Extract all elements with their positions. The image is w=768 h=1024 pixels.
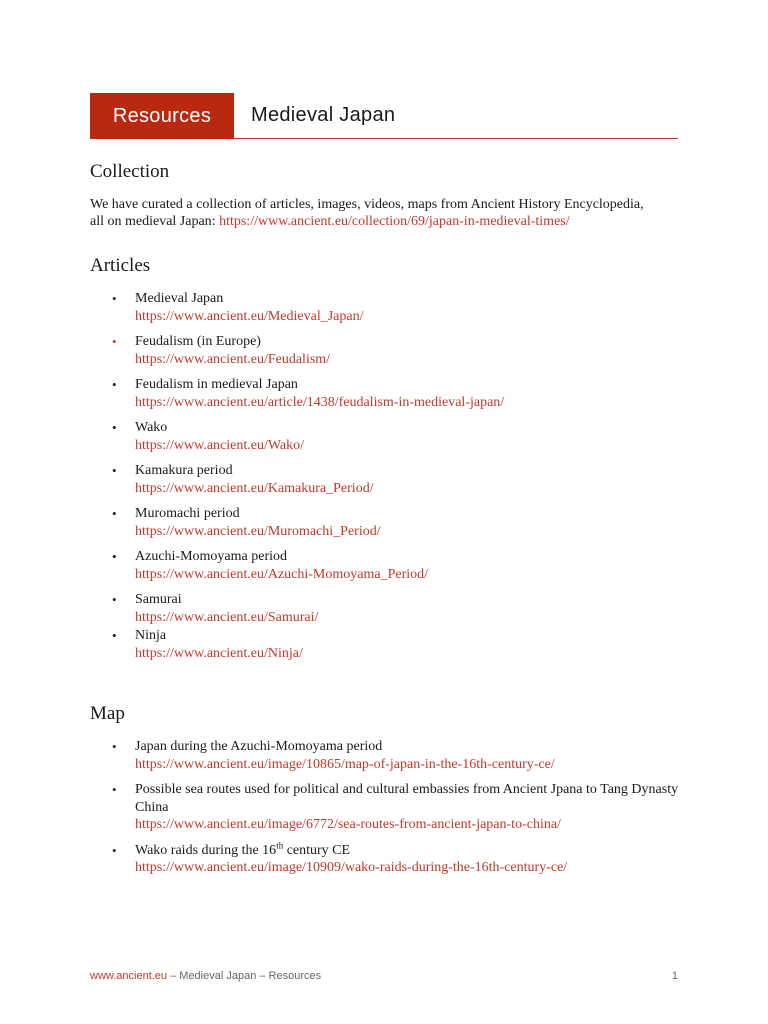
- bullet-icon: •: [112, 549, 117, 564]
- bullet-icon: •: [112, 334, 117, 349]
- bullet-icon: •: [112, 506, 117, 521]
- map-heading: Map: [90, 703, 125, 724]
- articles-list: [90, 290, 680, 662]
- collection-intro-text: We have curated a collection of articles, images, videos, maps from Ancient History Encyclopedia, all on medieval Japan:: [90, 197, 644, 229]
- bullet-icon: •: [112, 463, 117, 478]
- collection-heading: Collection: [90, 161, 170, 182]
- document-body: [90, 160, 680, 885]
- article-link[interactable]: https://www.ancient.eu/Samurai/: [135, 609, 319, 625]
- collection-link[interactable]: https://www.ancient.eu/collection/69/japan-in-medieval-times/: [219, 214, 570, 229]
- article-label: Muromachi period: [135, 506, 240, 521]
- bullet-icon: •: [112, 782, 117, 797]
- resources-tab-label: Resources: [90, 93, 234, 139]
- article-link[interactable]: https://www.ancient.eu/Azuchi-Momoyama_Period/: [135, 566, 429, 582]
- bullet-icon: •: [112, 842, 117, 858]
- list-item: [90, 505, 680, 540]
- map-label-superscript: th: [276, 839, 284, 850]
- article-label: Feudalism in medieval Japan: [135, 377, 298, 392]
- article-link[interactable]: https://www.ancient.eu/Wako/: [135, 437, 305, 453]
- map-label: Japan during the Azuchi-Momoyama period: [135, 739, 383, 754]
- article-label: Ninja: [135, 628, 167, 643]
- map-link[interactable]: https://www.ancient.eu/image/10865/map-of-japan-in-the-16th-century-ce/: [135, 756, 555, 772]
- article-link[interactable]: https://www.ancient.eu/Feudalism/: [135, 351, 331, 367]
- article-label: Feudalism (in Europe): [135, 334, 261, 349]
- map-label-suffix: century CE: [283, 842, 351, 858]
- bullet-icon: •: [112, 628, 117, 643]
- list-item: [90, 462, 680, 497]
- list-item: [90, 839, 680, 877]
- collection-intro: [90, 196, 660, 230]
- bullet-icon: •: [112, 291, 117, 306]
- article-link[interactable]: https://www.ancient.eu/Muromachi_Period/: [135, 523, 381, 539]
- list-item: [90, 419, 680, 454]
- article-label: Medieval Japan: [135, 291, 224, 306]
- list-item: [90, 333, 680, 368]
- page-footer: [90, 970, 678, 982]
- map-label-prefix: Wako raids during the 16: [135, 842, 277, 858]
- article-label: Azuchi-Momoyama period: [135, 549, 288, 564]
- list-item: [90, 290, 680, 325]
- map-link[interactable]: https://www.ancient.eu/image/10909/wako-raids-during-the-16th-century-ce/: [135, 860, 568, 875]
- list-item: [90, 548, 680, 583]
- map-link[interactable]: https://www.ancient.eu/image/6772/sea-routes-from-ancient-japan-to-china/: [135, 817, 561, 832]
- list-item: [90, 591, 680, 626]
- bullet-icon: •: [112, 739, 117, 754]
- article-label: Kamakura period: [135, 463, 233, 478]
- page-number: 1: [671, 970, 678, 982]
- article-link[interactable]: https://www.ancient.eu/Ninja/: [135, 645, 303, 661]
- list-item: [90, 738, 680, 773]
- map-label: [135, 839, 680, 860]
- map-list: [90, 738, 680, 877]
- article-link[interactable]: https://www.ancient.eu/article/1438/feudalism-in-medieval-japan/: [135, 394, 505, 410]
- article-link[interactable]: https://www.ancient.eu/Medieval_Japan/: [135, 308, 364, 324]
- footer-text: – Medieval Japan – Resources: [167, 970, 322, 982]
- articles-heading: Articles: [90, 255, 151, 276]
- article-link[interactable]: https://www.ancient.eu/Kamakura_Period/: [135, 480, 374, 496]
- document-header: [90, 93, 678, 139]
- page-title: Medieval Japan: [251, 104, 396, 126]
- map-label: Possible sea routes used for political and cultural embassies from Ancient Jpana to Tang Dynasty China: [135, 782, 679, 815]
- list-item: [90, 376, 680, 411]
- bullet-icon: •: [112, 592, 117, 607]
- list-item: [90, 627, 680, 662]
- footer-site-link[interactable]: www.ancient.eu: [90, 970, 168, 982]
- list-item: [90, 781, 680, 834]
- bullet-icon: •: [112, 420, 117, 435]
- article-label: Samurai: [135, 592, 182, 607]
- bullet-icon: •: [112, 377, 117, 392]
- article-label: Wako: [135, 420, 168, 435]
